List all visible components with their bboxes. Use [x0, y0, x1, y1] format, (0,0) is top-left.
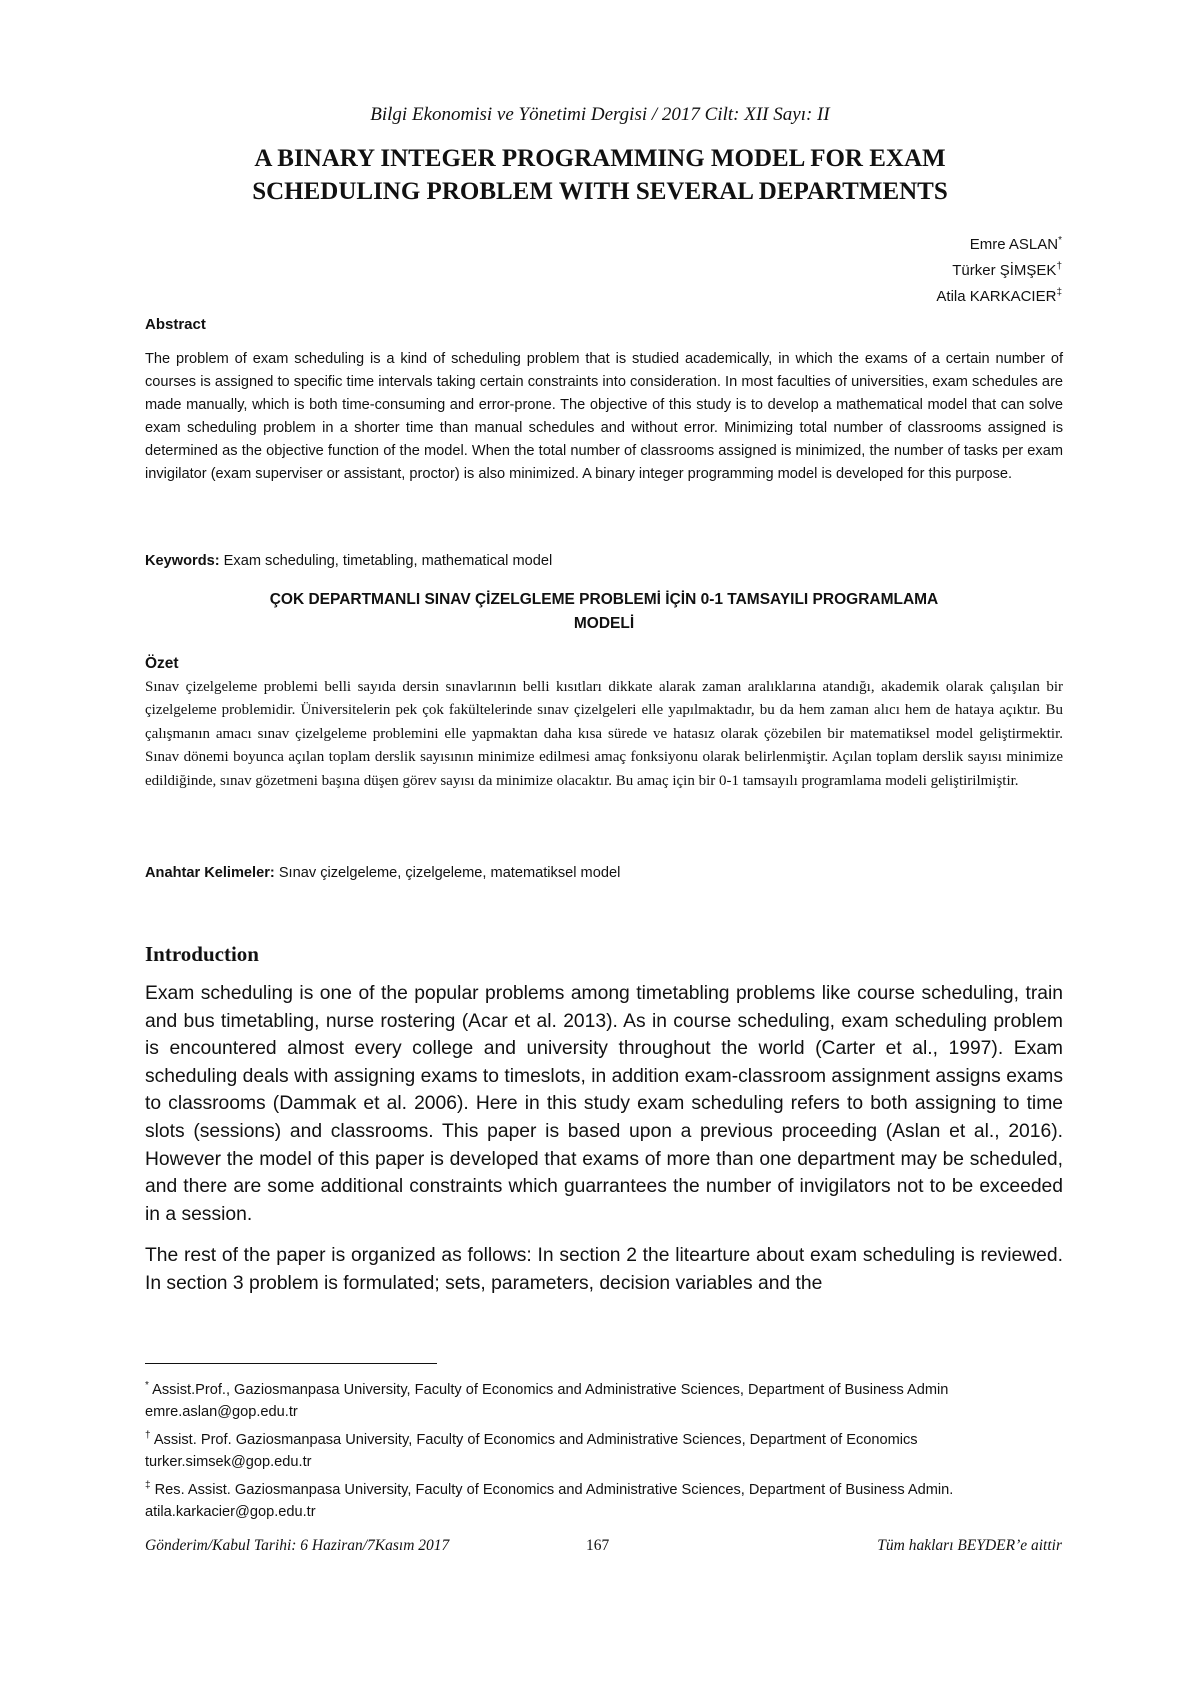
journal-header: Bilgi Ekonomisi ve Yönetimi Dergisi / 2017 Cilt: XII Sayı: II: [370, 104, 830, 125]
title-line-1: A BINARY INTEGER PROGRAMMING MODEL FOR EXAM: [254, 145, 946, 172]
keywords-text: Exam scheduling, timetabling, mathematical model: [223, 553, 553, 569]
abstract-heading: Abstract: [145, 316, 206, 333]
turkish-title: [145, 588, 1063, 636]
turkish-keywords-label: Anahtar Kelimeler:: [145, 865, 275, 881]
author: Türker ŞİMŞEK†: [952, 261, 1062, 279]
introduction-paragraph: The rest of the paper is organized as follows: In section 2 the litearture about exam scheduling is reviewed. In section 3 problem is formulated; sets, parameters, decision variables and the: [145, 1245, 1063, 1294]
footnote: ‡ Res. Assist. Gaziosmanpasa University, Faculty of Economics and Administrative Sciences, Department of Business Admin. atila.karkacier@gop.edu.tr: [145, 1479, 954, 1521]
introduction-paragraph: Exam scheduling is one of the popular problems among timetabling problems like course scheduling, train and bus timetabling, nurse rostering (Acar et al. 2013). As in course scheduling, exam scheduling problem is encountered almost every college and university throughout the world (Carter et al., 1997). Exam scheduling deals with assigning exams to timeslots, in addition exam-classroom assignment assigns exams to classrooms (Dammak et al. 2006). Here in this study exam scheduling refers to both assigning to time slots (sessions) and classrooms. This paper is based upon a previous proceeding (Aslan et al., 2016). However the model of this paper is developed that exams of more than one department may be scheduled, and there are some additional constraints which guarrantees the number of invigilators not to be exceeded in a session.: [145, 983, 1063, 1225]
footnotes: [145, 1375, 1063, 1525]
ozet-heading: Özet: [145, 655, 179, 672]
footnote: † Assist. Prof. Gaziosmanpasa University, Faculty of Economics and Administrative Sciences, Department of Economics turker.simsek@gop.edu.tr: [145, 1429, 918, 1471]
turkish-title-line-2: MODELİ: [573, 615, 635, 632]
paper-title: [100, 142, 1100, 208]
turkish-keywords: [145, 865, 1063, 881]
author: Emre ASLAN*: [969, 235, 1062, 253]
author-list: [936, 230, 1062, 308]
abstract-body: The problem of exam scheduling is a kind of scheduling problem that is studied academically, in which the exams of a certain number of courses is assigned to specific time intervals taking certain constraints into consideration. In most faculties of universities, exam schedules are made manually, which is both time-consuming and error-prone. The objective of this study is to develop a mathematical model that can solve exam scheduling problem in a shorter time than manual schedules and without error. Minimizing total number of classrooms assigned is determined as the objective function of the model. When the total number of classrooms assigned is minimized, the number of tasks per exam invigilator (exam superviser or assistant, proctor) is also minimized. A binary integer programming model is developed for this purpose.: [145, 351, 1063, 482]
ozet-body: Sınav çizelgeleme problemi belli sayıda dersin sınavlarının belli kısıtları dikkate alarak zaman aralıklarına atandığı, akademik olarak çalışılan bir çizelgeleme problemidir. Üniversitelerin pek çok fakültelerinde sınav çizelgeleri elle yapılmaktadır, bu da hem zaman alıcı hem de hataya açıktır. Bu çalışmanın amacı sınav çizelgeleme problemini elle yapmaktan daha kısa sürede ve hatasız olarak çözebilen bir matematiksel model geliştirmektir. Sınav dönemi boyunca açılan toplam derslik sayısının minimize edilmesi amaç fonksiyonu olarak belirlenmiştir. Açılan toplam derslik sayısı minimize edildiğinde, sınav gözetmeni başına düşen görev sayısı da minimize olacaktır. Bu amaç için bir 0-1 tamsayılı programlama modeli geliştirilmiştir.: [145, 679, 1063, 789]
footnote-divider: [145, 1363, 437, 1364]
page-number: 167: [586, 1537, 610, 1554]
keywords: [145, 553, 1063, 569]
footer-dates: Gönderim/Kabul Tarihi: 6 Haziran/7Kasım 2017: [145, 1537, 450, 1554]
author: Atila KARKACIER‡: [936, 287, 1062, 305]
title-line-2: SCHEDULING PROBLEM WITH SEVERAL DEPARTMENTS: [252, 178, 948, 205]
introduction-heading: Introduction: [145, 942, 259, 966]
turkish-title-line-1: ÇOK DEPARTMANLI SINAV ÇİZELGLEME PROBLEMİ İÇİN 0-1 TAMSAYILI PROGRAMLAMA: [269, 591, 939, 608]
turkish-keywords-text: Sınav çizelgeleme, çizelgeleme, matematiksel model: [278, 865, 621, 881]
footer-rights: Tüm hakları BEYDER’e aittir: [877, 1537, 1062, 1554]
keywords-label: Keywords:: [145, 553, 220, 569]
footnote: * Assist.Prof., Gaziosmanpasa University, Faculty of Economics and Administrative Sciences, Department of Business Admin emre.aslan@gop.edu.tr: [145, 1380, 949, 1421]
introduction-body: [145, 980, 1063, 1312]
